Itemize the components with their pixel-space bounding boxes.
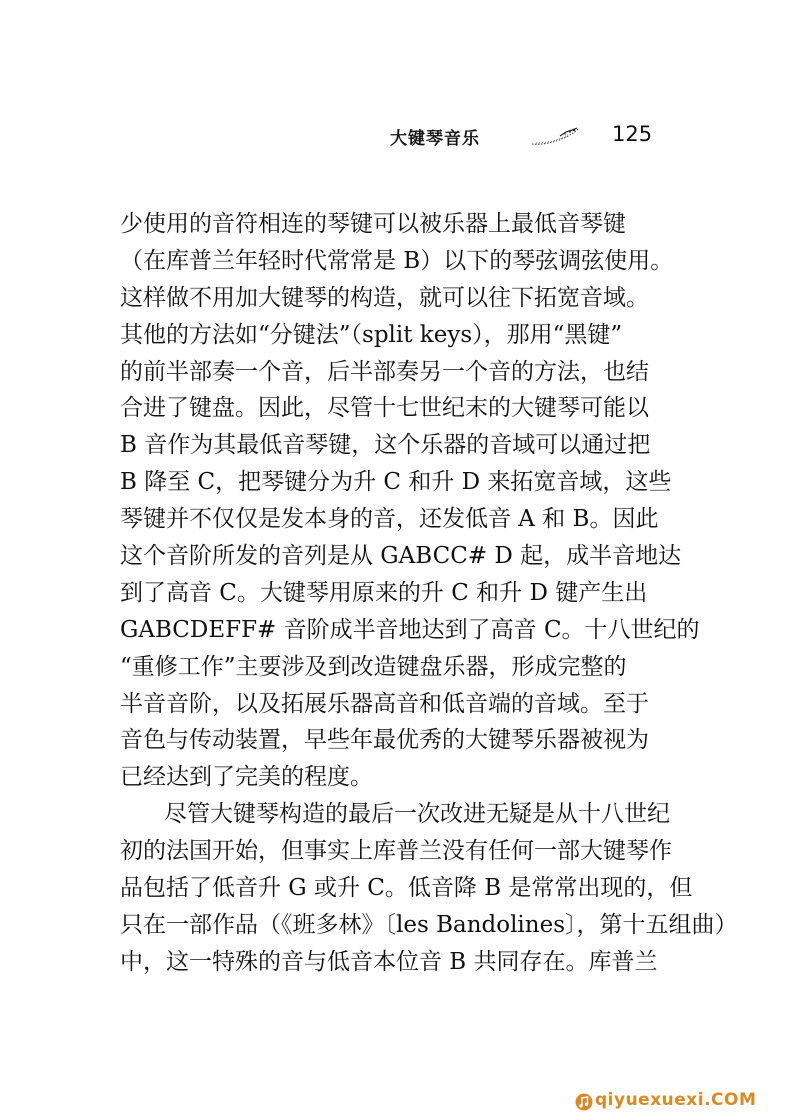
text-line: 初的法国开始，但事实上库普兰没有任何一部大键琴作 xyxy=(120,838,672,865)
music-note-icon xyxy=(575,1093,593,1111)
body-text xyxy=(120,206,738,981)
text-line: 中，这一特殊的音与低音本位音 B 共同存在。库普兰 xyxy=(120,948,658,975)
text-line: 只在一部作品（《班多林》〔les Bandolines〕，第十五组曲） xyxy=(120,911,738,938)
text-line: 的前半部奏一个音，后半部奏另一个音的方法，也结 xyxy=(120,358,649,385)
text-line: 半音音阶，以及拓展乐器高音和低音端的音域。至于 xyxy=(120,690,649,717)
text-line: 这样做不用加大键琴的构造，就可以往下拓宽音域。 xyxy=(120,284,649,311)
text-line: 尽管大键琴构造的最后一次改进无疑是从十八世纪 xyxy=(164,801,670,828)
watermark-text: qiyuexuexi.COM xyxy=(595,1090,757,1110)
text-line: 少使用的音符相连的琴键可以被乐器上最低音琴键 xyxy=(120,211,626,237)
text-line: 琴键并不仅仅是发本身的音，还发低音 A 和 B。因此 xyxy=(120,506,659,533)
watermark xyxy=(575,1090,780,1114)
text-line: 这个音阶所发的音列是从 GABCC# D 起，成半音地达 xyxy=(120,543,682,570)
text-line: B 音作为其最低音琴键，这个乐器的音域可以通过把 xyxy=(120,432,651,459)
running-title: 大键琴音乐 xyxy=(390,129,480,149)
text-line: 已经达到了完美的程度。 xyxy=(120,764,373,791)
page-number: 125 xyxy=(612,122,653,146)
text-line: B 降至 C，把琴键分为升 C 和升 D 来拓宽音域，这些 xyxy=(120,469,672,496)
text-line: “重修工作”主要涉及到改造键盘乐器，形成完整的 xyxy=(120,653,627,680)
text-line: （在库普兰年轻时代常常是 B）以下的琴弦调弦使用。 xyxy=(120,247,674,274)
running-header xyxy=(390,122,690,154)
paragraph xyxy=(120,796,738,980)
text-line: 其他的方法如“分键法”（split keys），那用“黑键” xyxy=(120,321,623,348)
text-line: 品包括了低音升 G 或升 C。低音降 B 是常常出现的，但 xyxy=(120,875,693,902)
ornament-icon xyxy=(530,126,580,150)
text-line: 到了高音 C。大键琴用原来的升 C 和升 D 键产生出 xyxy=(120,579,648,606)
paragraph xyxy=(120,206,700,796)
text-line: 合进了键盘。因此，尽管十七世纪末的大键琴可能以 xyxy=(120,395,649,422)
text-line: GABCDEFF# 音阶成半音地达到了高音 C。十八世纪的 xyxy=(120,616,700,643)
text-line: 音色与传动装置，早些年最优秀的大键琴乐器被视为 xyxy=(120,727,649,754)
